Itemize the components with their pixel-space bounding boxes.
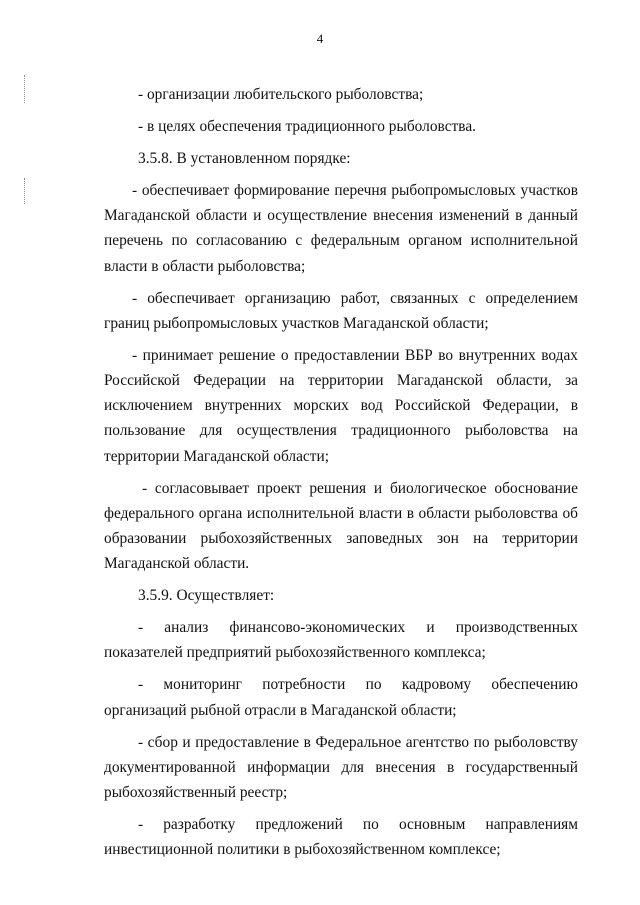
paragraph-list-item: - обеспечивает организацию работ, связанных с определением границ рыбопромысловых участков Магаданской области; — [104, 289, 578, 332]
section-heading-3-5-9: 3.5.9. Осуществляет: — [138, 587, 275, 605]
page-number: 4 — [316, 31, 324, 46]
paragraph-list-item: - принимает решение о предоставлении ВБР во внутренних водах Российской Федерации на территории Магаданской области, за исключением внутренних морских вод Российской Федерации, в пользование для осуществления традиционного рыболовства на территории Магаданской области; — [104, 346, 578, 465]
paragraph-list-item: - обеспечивает формирование перечня рыбопромысловых участков Магаданской области и осуществление внесения изменений в данный перечень по согласованию с федеральным органом исполнительной власти в области рыболовства; — [104, 182, 578, 275]
document-body — [104, 82, 578, 869]
paragraph-list-item: - согласовывает проект решения и биологическое обоснование федерального органа исполнительной власти в области рыболовства об образовании рыбохозяйственных заповедных зон на территории Магаданской области. — [104, 479, 578, 573]
margin-scan-mark-middle — [24, 178, 25, 204]
paragraph-list-item: - сбор и предоставление в Федеральное агентство по рыболовству документированной информации для внесения в государственный рыбохозяйственный реестр; — [104, 733, 578, 802]
paragraph-list-item: - организации любительского рыболовства; — [138, 86, 424, 103]
margin-scan-mark-top — [24, 75, 25, 103]
section-heading-3-5-8: 3.5.8. В установленном порядке: — [138, 150, 351, 167]
paragraph-list-item: - разработку предложений по основным направлениям инвестиционной политики в рыбохозяйственном комплексе; — [104, 816, 578, 859]
paragraph-list-item: - в целях обеспечения традиционного рыболовства. — [138, 118, 477, 135]
paragraph-list-item: - анализ финансово-экономических и производственных показателей предприятий рыбохозяйственного комплекса; — [104, 619, 578, 662]
paragraph-list-item: - мониторинг потребности по кадровому обеспечению организаций рыбной отрасли в Магаданской области; — [104, 676, 578, 719]
